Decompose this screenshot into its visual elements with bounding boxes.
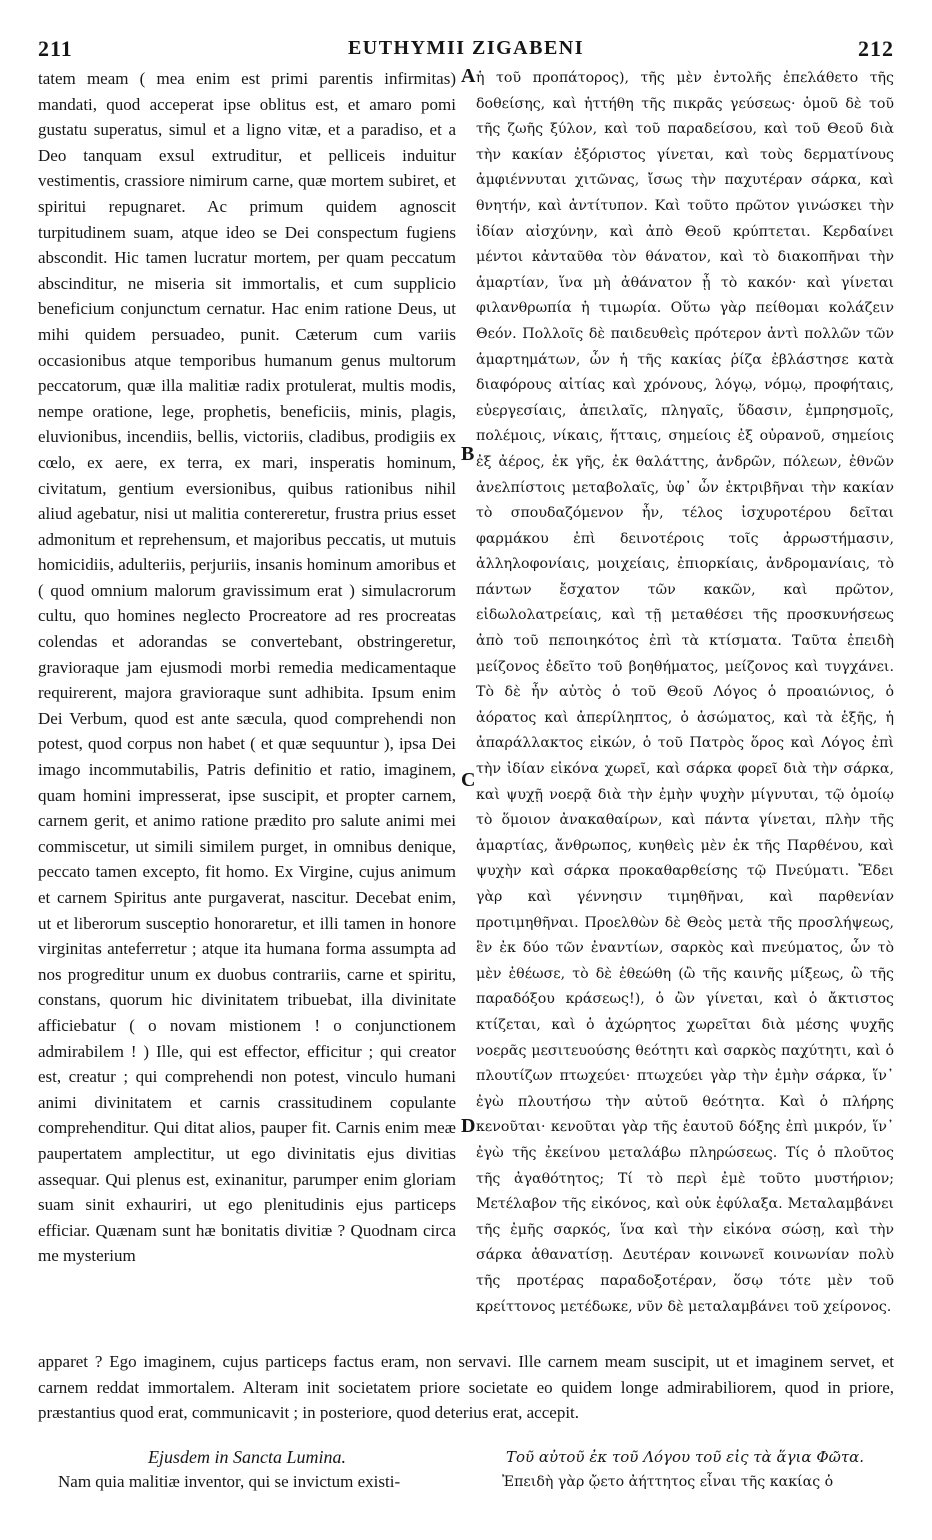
latin-section-first-line: Nam quia malitiæ inventor, qui se invictum existi-	[58, 1472, 401, 1491]
greek-text: ἡ τοῦ προπάτορος), τῆς μὲν ἐντολῆς ἐπελάθετο τῆς δοθείσης, καὶ ἡττήθη τῆς πικρᾶς γεύσεως· ὁμοῦ δὲ τοῦ τῆς ζωῆς ξύλον, καὶ τοῦ παραδείσου, καὶ τοῦ Θεοῦ διὰ τὴν κακίαν ἐξόριστος γίνεται, καὶ τοὺς δερματίνους ἀμφιέννυται χιτῶνας, ἴσως τὴν παχυτέραν σάρκα, καὶ θνητήν, καὶ ἀντίτυπον. Καὶ τοῦτο πρῶτον γινώσκει τὴν ἰδίαν αἰσχύνην, καὶ ἀπὸ Θεοῦ κρύπτεται. Κερδαίνει μέντοι κἀνταῦθα τὸν θάνατον, καὶ τὸ διακοπῆναι τὴν ἁμαρτίαν, ἵνα μὴ ἀθάνατον ᾖ τὸ κακόν· καὶ γίνεται φιλανθρωπία ἡ τιμωρία. Οὕτω γὰρ πείθομαι κολάζειν Θεόν. Πολλοῖς δὲ παιδευθεὶς πρότερον ἀντὶ πολλῶν τῶν ἁμαρτημάτων, ὧν ἡ τῆς κακίας ῥίζα ἐβλάστησε κατὰ διαφόρους αἰτίας καὶ χρόνους, λόγῳ, νόμῳ, προφήταις, εὐεργεσίαις, ἀπειλαῖς, πληγαῖς, ὕδασιν, ἐμπρησμοῖς, πολέμοις, νίκαις, ἥτταις, σημείοις ἐξ οὐρανοῦ, σημείοις ἐξ ἀέρος, ἐκ γῆς, ἐκ θαλάττης, ἀνδρῶν, πόλεων, ἐθνῶν ἀνελπίστοις μεταβολαῖς, ὑφ᾽ ὧν ἐκτριβῆναι τὴν κακίαν τὸ σπουδαζόμενον ἦν, τέλος ἰσχυροτέρου δεῖται φαρμάκου ἐπὶ δεινοτέροις τοῖς ἀρρωστήμασιν, ἀλληλοφονίαις, μοιχείαις, ἐπιορκίαις, ἀνδρομανίαις, τὸ πάντων ἔσχατον τῶν κακῶν, καὶ πρῶτον, εἰδωλολατρείαις, καὶ τῇ μεταθέσει τῆς προσκυνήσεως ἀπὸ τοῦ πεποιηκότος ἐπὶ τὰ κτίσματα. Ταῦτα ἐπειδὴ μείζονος ἐδεῖτο τοῦ βοηθήματος, μείζονος καὶ τυγχάνει. Τὸ δὲ ἦν αὐτὸς ὁ τοῦ Θεοῦ Λόγος ὁ προαιώνιος, ὁ ἀόρατος καὶ ἀπερίληπτος, ὁ ἀσώματος, καὶ τὰ ἑξῆς, ἡ ἀπαράλλακτος εἰκών, ὁ τοῦ Πατρὸς ὅρος καὶ Λόγος ἐπὶ τὴν ἰδίαν εἰκόνα χωρεῖ, καὶ σάρκα φορεῖ διὰ τὴν σάρκα, καὶ ψυχῇ νοερᾷ διὰ τὴν ἐμὴν ψυχὴν μίγνυται, τῷ ὁμοίῳ τὸ ὅμοιον ἀνακαθαίρων, καὶ πάντα γίνεται, πλὴν τῆς ἁμαρτίας, ἄνθρωπος, κυηθεὶς μὲν ἐκ τῆς Παρθένου, καὶ ψυχὴν καὶ σάρκα προκαθαρθείσης τῷ Πνεύματι. Ἔδει γὰρ καὶ γέννησιν τιμηθῆναι, καὶ παρθενίαν προτιμηθῆναι. Προελθὼν δὲ Θεὸς μετὰ τῆς προσλήψεως, ἓν ἐκ δύο τῶν ἐναντίων, σαρκὸς καὶ πνεύματος, ὧν τὸ μὲν ἐθέωσε, τὸ δὲ ἐθεώθη (ὢ τῆς καινῆς μίξεως, ὢ τῆς παραδόξου κράσεως!), ὁ ὢν γίνεται, καὶ ὁ ἄκτιστος κτίζεται, καὶ ὁ ἀχώρητος χωρεῖται διὰ μέσης ψυχῆς νοερᾶς μεσιτευούσης θεότητι καὶ σαρκὸς παχύτητι, καὶ ὁ πλουτίζων πτωχεύει· πτωχεύει γὰρ τὴν ἐμὴν σάρκα, ἵν᾽ ἐγὼ πλουτήσω τὴν αὐτοῦ θεότητα. Καὶ ὁ πλήρης κενοῦται· κενοῦται γὰρ τῆς ἑαυτοῦ δόξης ἐπὶ μικρόν, ἵν᾽ ἐγὼ τῆς ἐκείνου μεταλάβω πληρώσεως. Τίς ὁ πλοῦτος τῆς ἀγαθότητος; Τί τὸ περὶ ἐμὲ τοῦτο μυστήριον; Μετέλαβον τῆς εἰκόνος, καὶ οὐκ ἐφύλαξα. Μεταλαμβάνει τῆς ἐμῆς σαρκός, ἵνα καὶ τὴν εἰκόνα σώσῃ, καὶ τὴν σάρκα ἀθανατίσῃ. Δευτέραν κοινωνεῖ κοινωνίαν πολὺ τῆς προτέρας παραδοξοτέραν, ὅσῳ τότε μὲν τοῦ κρείττονος μετέδωκε, νῦν δὲ μεταλαμβάνει τοῦ χείρονος.	[476, 70, 894, 1315]
latin-continuation-text: apparet ? Ego imaginem, cujus particeps factus eram, non servavi. Ille carnem meam suscipit, ut et imaginem servet, et carnem reddat immortalem. Alteram init societatem priore societate eo quidem longe admirabiliorem, quod in priore, præstantius quod erat, communicavit ; in posteriore, quod deterius erat, accepit.	[38, 1352, 894, 1423]
page-number-right: 212	[858, 36, 894, 61]
section-marker-c: C	[461, 769, 476, 791]
section-marker-d: D	[461, 1115, 476, 1137]
latin-section-heading: Ejusdem in Sancta Lumina.	[148, 1447, 346, 1467]
greek-column	[476, 66, 894, 1320]
latin-text: tatem meam ( mea enim est primi parentis infirmitas) mandati, quod acceperat ipse oblitus est, et amaro pomi gustatu superatus, simul et a ligno vitæ, et a paradiso, et a Deo tanquam exsul extruditur, et pelliceis induitur vestimentis, crassiore nimirum carne, quæ mortem subiret, et spiritui repugnaret. Ac primum quidem agnoscit turpitudinem suam, atque ideo se Dei conspectum fugiens abscondit. Hic tamen lucratur mortem, per quam peccatum abscinditur, ne miseria sit immortalis, et cum supplicio beneficium conjunctum cernatur. Hac enim ratione Deus, ut mihi quidem persuadeo, punit. Cæterum cum variis occasionibus atque temporibus humanum genus multorum peccatorum, quæ illa malitiæ radix protulerat, multis modis, nempe oratione, lege, prophetis, beneficiis, minis, plagis, eluvionibus, incendiis, bellis, victoriis, cladibus, prodigiis ex cœlo, ex aere, ex terra, ex mari, insperatis hominum, civitatum, gentium eversionibus, quibus rationibus nihil aliud agebatur, nisi ut malitia contereretur, frustra prius esset admonitum et reprehensum, et majoribus peccatis, ut mutuis homicidiis, adulteriis, perjuriis, insanis hominum amoribus et ( quod omnium malorum gravissimum erat ) simulacrorum cultu, quo homines neglecto Procreatore ad res procreatas colendas et adorandas se convertebant, obstringeretur, gravioraque jam ejusmodi morbi remedia medicamentaque requirerent, majora gravioraque sunt adhibita. Ipsum enim Dei Verbum, quod est ante sæcula, quod comprehendi non potest, quod corpus non habet ( et quæ sequuntur ), ipsa Dei imago incommutabilis, Patris definitio et ratio, imaginem, quam homini impresserat, ipse suscipit, et propter carnem, carnem gerit, et animo ratione prædito pro salute animi mei commiscetur, ut simili similem purget, in omnibus denique, peccato tamen excepto, fit homo. Ex Virgine, cujus animum et carnem Spiritus ante purgaverat, nascitur. Decebat enim, ut et liberorum susceptio honoraretur, et illi tamen in honore virginitas anteferretur ; atque ita humana forma assumpta ad nos progreditur unum ex duobus contrariis, carne et spiritu, constans, quorum hic divinitatem tribuebat, illa divinitate afficiebatur ( o novam mistionem ! o conjunctionem admirabilem ! ) Ille, qui est effector, efficitur ; qui creator est, creatur ; qui comprehendi non potest, vinculo humani animi divinitatem et carnis crassitudinem copulante comprehenditur. Qui ditat alios, pauper fit. Carnis enim meæ paupertatem amplectitur, ut ego divinitatis ejus divitias assequar. Qui plenus est, exinanitur, parumper enim gloriam suam sinit exhauriri, ut ego plenitudinis ejus particeps efficiar. Quænam sunt hæ bonitatis divitiæ ? Quodnam circa me mysterium	[38, 69, 456, 1266]
greek-section-heading: Τοῦ αὐτοῦ ἐκ τοῦ Λόγου τοῦ εἰς τὰ ἅγια Φῶτα.	[505, 1448, 865, 1466]
section-marker-b: B	[461, 443, 475, 465]
running-title: EUTHYMII ZIGABENI	[347, 37, 585, 59]
greek-section-first-line: Ἐπειδὴ γὰρ ᾤετο ἀήττητος εἶναι τῆς κακίας ὁ	[502, 1474, 834, 1490]
section-marker-a: A	[461, 65, 476, 87]
latin-column	[38, 66, 456, 1269]
latin-continuation-block	[38, 1349, 894, 1426]
page-number-left: 211	[38, 36, 73, 61]
running-head	[38, 36, 894, 64]
